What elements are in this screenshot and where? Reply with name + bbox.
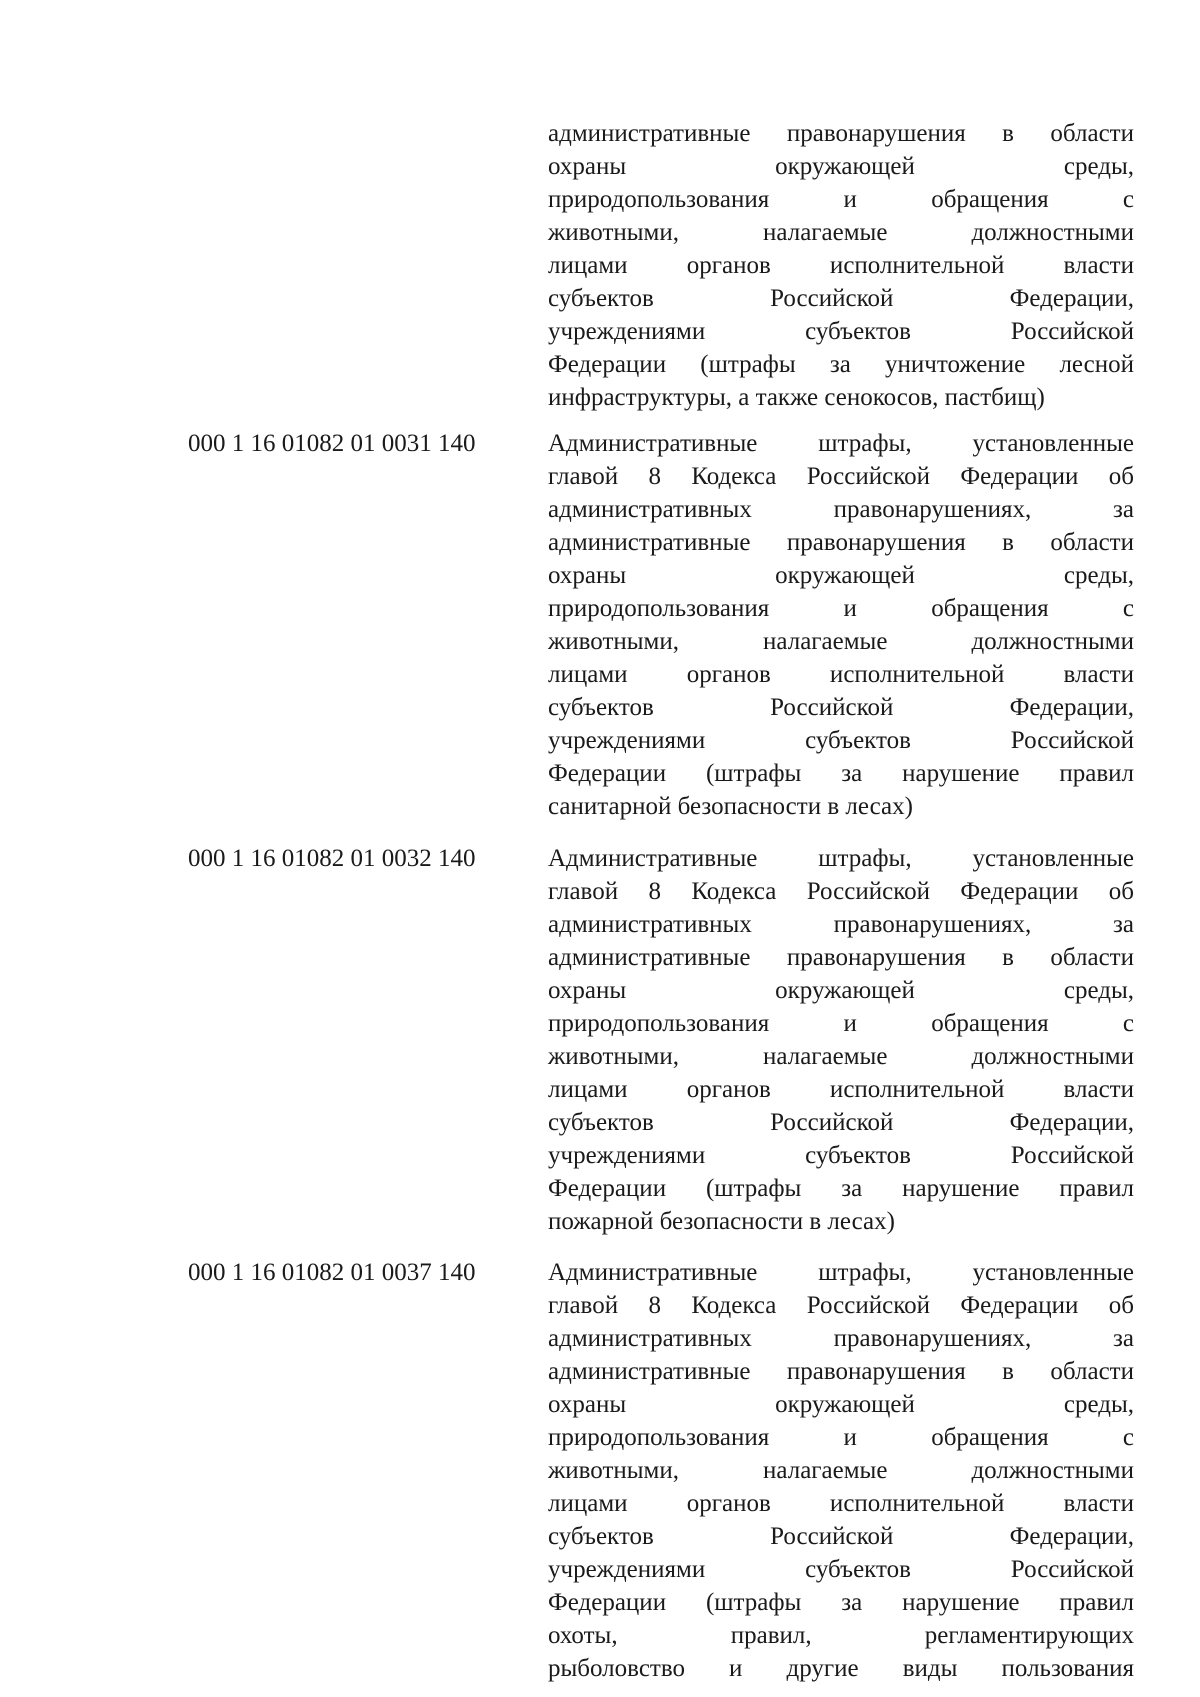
description-line: субъектов Российской Федерации, (548, 1109, 1134, 1136)
description-line: охоты, правил, регламентирующих (548, 1622, 1134, 1649)
description-line: лицами органов исполнительной власти (548, 1490, 1134, 1517)
description-line: учреждениями субъектов Российской (548, 318, 1134, 345)
description-line: Федерации (штрафы за нарушение правил (548, 1175, 1134, 1202)
description-line: административных правонарушениях, за (548, 911, 1134, 938)
description-line: субъектов Российской Федерации, (548, 1523, 1134, 1550)
description-line: пожарной безопасности в лесах) (548, 1208, 895, 1235)
row-description (548, 1256, 1134, 1685)
description-line: лицами органов исполнительной власти (548, 252, 1134, 279)
description-line: Административные штрафы, установленные (548, 845, 1134, 872)
description-line: охраны окружающей среды, (548, 153, 1134, 180)
budget-classification-code: 000 1 16 01082 01 0037 140 (188, 1259, 476, 1286)
description-line: Федерации (штрафы за уничтожение лесной (548, 351, 1134, 378)
description-line: административные правонарушения в области (548, 944, 1134, 971)
description-line: главой 8 Кодекса Российской Федерации об (548, 463, 1134, 490)
description-line: Административные штрафы, установленные (548, 1259, 1134, 1286)
description-line: Федерации (штрафы за нарушение правил (548, 760, 1134, 787)
description-line: административные правонарушения в области (548, 120, 1134, 147)
description-line: административных правонарушениях, за (548, 496, 1134, 523)
continued-description (548, 117, 1134, 414)
description-line: административных правонарушениях, за (548, 1325, 1134, 1352)
description-line: животными, налагаемые должностными (548, 1457, 1134, 1484)
description-line: субъектов Российской Федерации, (548, 285, 1134, 312)
description-line: учреждениями субъектов Российской (548, 1142, 1134, 1169)
budget-classification-code: 000 1 16 01082 01 0031 140 (188, 430, 476, 457)
description-line: животными, налагаемые должностными (548, 219, 1134, 246)
description-line: административные правонарушения в области (548, 1358, 1134, 1385)
description-line: охраны окружающей среды, (548, 977, 1134, 1004)
description-line: животными, налагаемые должностными (548, 628, 1134, 655)
row-description (548, 427, 1134, 823)
description-line: санитарной безопасности в лесах) (548, 793, 913, 820)
description-line: главой 8 Кодекса Российской Федерации об (548, 1292, 1134, 1319)
description-line: лицами органов исполнительной власти (548, 661, 1134, 688)
description-line: субъектов Российской Федерации, (548, 694, 1134, 721)
budget-classification-code: 000 1 16 01082 01 0032 140 (188, 845, 476, 872)
description-line: Административные штрафы, установленные (548, 430, 1134, 457)
row-description (548, 842, 1134, 1238)
description-line: природопользования и обращения с (548, 1424, 1134, 1451)
description-line: рыболовство и другие виды пользования (548, 1655, 1134, 1682)
description-line: Федерации (штрафы за нарушение правил (548, 1589, 1134, 1616)
description-line: учреждениями субъектов Российской (548, 727, 1134, 754)
description-line: природопользования и обращения с (548, 1010, 1134, 1037)
description-line: охраны окружающей среды, (548, 1391, 1134, 1418)
description-line: животными, налагаемые должностными (548, 1043, 1134, 1070)
description-line: инфраструктуры, а также сенокосов, пастбищ) (548, 384, 1045, 411)
description-line: учреждениями субъектов Российской (548, 1556, 1134, 1583)
description-line: природопользования и обращения с (548, 186, 1134, 213)
description-line: охраны окружающей среды, (548, 562, 1134, 589)
description-line: административные правонарушения в области (548, 529, 1134, 556)
description-line: лицами органов исполнительной власти (548, 1076, 1134, 1103)
description-line: главой 8 Кодекса Российской Федерации об (548, 878, 1134, 905)
description-line: природопользования и обращения с (548, 595, 1134, 622)
